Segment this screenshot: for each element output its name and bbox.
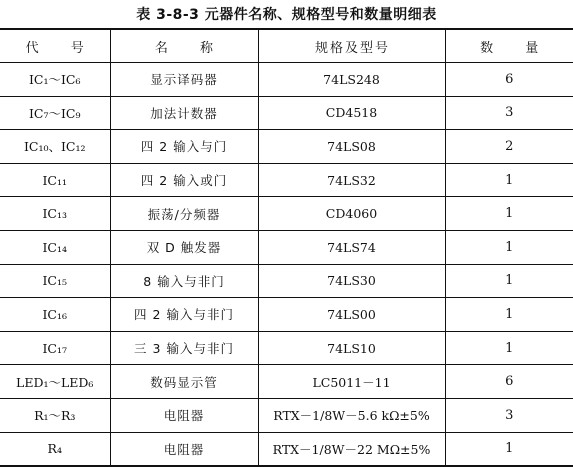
cell-name: 四 2 输入与非门 [110,298,258,332]
cell-code: IC₇～IC₉ [28,105,81,121]
cell-name: 双 D 触发器 [110,230,258,264]
cell-name: 四 2 输入或门 [110,163,258,197]
component-table [0,28,573,467]
table-row [0,331,573,365]
table-row [0,96,573,130]
header-qty: 数 量 [445,29,573,63]
cell-qty: 1 [445,331,573,365]
cell-spec: 74LS00 [258,298,445,332]
cell-qty: 1 [445,264,573,298]
cell-qty: 3 [445,398,573,432]
cell-code: LED₁～LED₆ [16,374,94,390]
cell-qty: 1 [445,230,573,264]
table-row [0,197,573,231]
cell-spec: 74LS30 [258,264,445,298]
cell-code: IC₁₁ [42,172,68,188]
table-row [0,298,573,332]
cell-code: R₄ [47,441,62,457]
table-row [0,230,573,264]
cell-qty: 1 [445,432,573,466]
cell-spec: CD4060 [258,197,445,231]
cell-qty: 1 [445,163,573,197]
cell-spec: CD4518 [258,96,445,130]
header-code: 代 号 [25,40,98,56]
cell-name: 三 3 输入与非门 [110,331,258,365]
cell-name: 数码显示管 [110,365,258,399]
table-title: 表 3-8-3 元器件名称、规格型号和数量明细表 [136,7,437,23]
cell-name: 电阻器 [110,398,258,432]
cell-name: 加法计数器 [110,96,258,130]
cell-spec: RTX－1/8W－5.6 kΩ±5% [258,398,445,432]
cell-qty: 6 [445,63,573,97]
cell-code: IC₁～IC₆ [28,72,81,88]
cell-name: 显示译码器 [110,63,258,97]
cell-code: IC₁₆ [42,306,68,322]
table-row [0,398,573,432]
cell-code: IC₁₅ [42,273,68,289]
cell-qty: 3 [445,96,573,130]
cell-spec: RTX－1/8W－22 MΩ±5% [258,432,445,466]
table-row [0,163,573,197]
cell-code: IC₁₄ [42,239,68,255]
cell-spec: 74LS248 [258,63,445,97]
cell-qty: 2 [445,130,573,164]
table-row [0,63,573,97]
table-row [0,365,573,399]
cell-qty: 1 [445,197,573,231]
table-header-row [0,29,573,63]
cell-spec: 74LS10 [258,331,445,365]
cell-name: 四 2 输入与门 [110,130,258,164]
table-row [0,432,573,466]
cell-name: 8 输入与非门 [110,264,258,298]
cell-spec: LC5011－11 [258,365,445,399]
table-row [0,130,573,164]
cell-name: 电阻器 [110,432,258,466]
cell-spec: 74LS32 [258,163,445,197]
cell-code: IC₁₇ [42,340,68,356]
cell-code: IC₁₃ [42,206,68,222]
header-spec: 规格及型号 [258,29,445,63]
cell-spec: 74LS74 [258,230,445,264]
header-name: 名 称 [110,29,258,63]
cell-qty: 6 [445,365,573,399]
cell-name: 振荡/分频器 [110,197,258,231]
table-row [0,264,573,298]
cell-code: R₁～R₃ [34,408,76,424]
cell-code: IC₁₀、IC₁₂ [23,139,86,155]
cell-spec: 74LS08 [258,130,445,164]
cell-qty: 1 [445,298,573,332]
